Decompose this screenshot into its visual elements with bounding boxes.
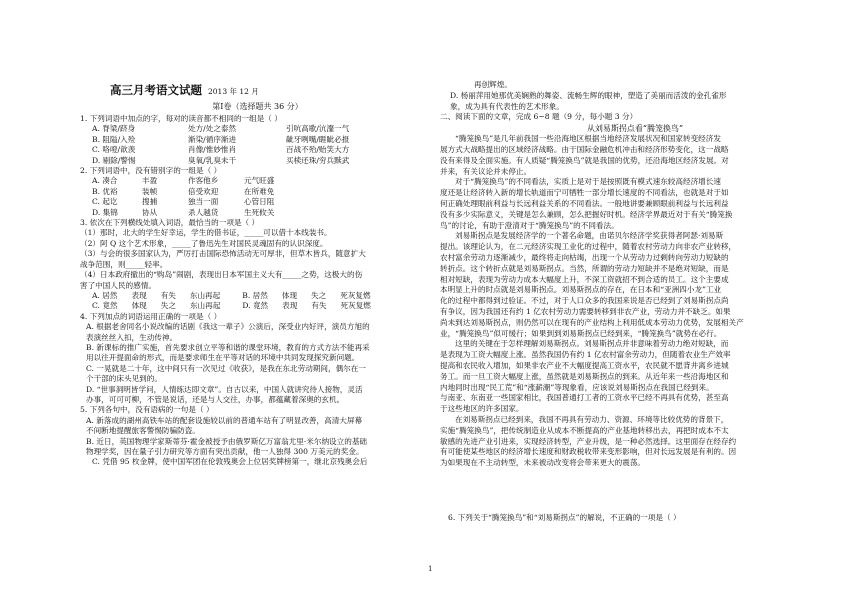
article-line: 尚未到达刘易斯拐点，则仍然可以在现有的产业结构上利用低成本劳动力优势，发展相关产 [440, 317, 744, 327]
q4-line-3: B. 新课标的推广实施，首先要求创立平等和谐的课堂环境，教育的方式方法不能再采 [86, 342, 370, 352]
article-line: 没有来得及全面实施。有人质疑“腾笼换鸟”就是我国的优势，还沿海地区经济发展。对 [440, 155, 729, 165]
q1-option-a [80, 124, 435, 134]
article-line: 是表现为工资大幅度上涨。虽然我国仍有约 1 亿农村富余劳动力，但随着农业生产效率 [440, 350, 731, 360]
right-top-line-2: D. 杨丽萍用她那优美娴熟的舞姿、流畅生辉的眼神，塑造了美丽而活泼的金孔雀形 [450, 90, 727, 100]
q3-line-6: 害了中国人民的感情。 [80, 280, 156, 290]
q3-options-row-2 [80, 301, 435, 311]
article-line: 并来，有关议论并未停止。 [440, 166, 532, 176]
article-line: 没有多少实际意义，关键是怎么兼顾，怎么把握好时机。经济学界最近对于有关“腾笼换 [440, 209, 733, 219]
q1-a-1: A. 脊梁/跻身 [92, 124, 136, 134]
q3-d-1: D. 竟然 [242, 301, 269, 311]
article-line: 内地同时出现“民工荒”和“涨薪潮”等现象看，应该说刘易斯拐点在我国已经到来。 [440, 382, 714, 392]
article-line: 有可能使某些地区的经济增长速度和财政税收带来变形影响，但对长远发展是有利的。因 [440, 447, 737, 457]
article-line: 务工。而一旦工资大幅度上涨，虽然就是刘易斯拐点的到来。从近年来一些沿海地区和 [440, 371, 729, 381]
article-line: 提出。该理论认为，在二元经济实现工业化的过程中，随着农村劳动力向非农产业转移， [440, 242, 737, 252]
q3-a-4: 东山再起 [189, 290, 221, 300]
section2-heading: 二、阅读下面的文章，完成 6~8 题（9 分，每小题 3 分） [440, 112, 638, 122]
right-top-line-1: 再创辉煌。 [474, 80, 512, 89]
q2-b-4: 在所难免 [244, 186, 275, 196]
q6-stem: 6. 下列关于“腾笼换鸟”和“刘易斯拐点”的解说，不正确的一项是（ ） [448, 513, 681, 522]
q5-stem: 5. 下列各句中，没有语病的一句是（ ） [80, 405, 214, 415]
q3-line-1: （1）那时，北大的学生好幸运，学生的借书证，_____可以借十本线装书。 [80, 228, 332, 238]
q5-line-5: C. 凭借 95 枚金牌，使中国军团在伦敦残奥会上位居奖牌榜第一，继北京残奥会后 [92, 457, 368, 467]
article-line: 农村富余劳动力逐渐减少，最终将走向枯竭，出现一个从劳动力过剩转向劳动力短缺的 [440, 252, 729, 262]
q1-stem: 1. 下列词语中加点的字，每对的读音都不相同的一组是（ ） [80, 114, 282, 123]
q2-d-4: 生死攸关 [244, 207, 275, 217]
q3-line-3: （3）与会的很多国家认为，严厉打击国际恐怖活动无可厚非，但草木皆兵，随意扩大 [80, 249, 366, 259]
q4-line-1: A. 根据老舍同名小说改编的话剧《我这一辈子》公演后，深受业内好评，演员方旭的 [86, 322, 370, 332]
article-line: 何正确处理眼前利益与长远利益关系的不同看法。一般地讲要兼顾眼前利益与长远利益 [440, 198, 729, 208]
q2-d-3: 杀人越货 [188, 207, 219, 217]
q4-line-4: 用以往开提面命的形式，而是要求师生在平等对话的环境中共同发现探究新问题。 [86, 353, 360, 363]
left-column [80, 80, 435, 468]
article-line: 敏感的先进产业引进来，实现经济转型，产业升级，是一种必然选择。这里面存在经存约 [440, 436, 737, 446]
exam-title [80, 82, 435, 98]
q1-c-2: 肖像/惟妙惟肖 [188, 145, 237, 155]
article-line: 在刘易斯拐点已经到来，我国不再具有劳动力、资源、环境等比较优势的背景下， [455, 414, 729, 424]
q3-a-1: A. 居然 [92, 290, 118, 300]
page-number: 1 [428, 565, 433, 573]
q2-d-1: D. 集锦 [92, 207, 118, 217]
q3-d-2: 表现 [282, 301, 298, 311]
q1-a-2: 处方/处之泰然 [188, 124, 237, 134]
article-line: 对于“腾笼换鸟”的不同看法，实质上是对于是按照既有模式速东较高经济增长速 [455, 177, 721, 187]
article-line: 这里的关键在于怎样理解刘易斯拐点。刘易斯拐点并非意味着劳动力绝对短缺，而 [455, 339, 729, 349]
article-line: 提高和农民收入增加，如果非农产业不大幅度提高工资水平，农民就不愿背井离乡进城 [440, 360, 729, 370]
q4-line-7: D. “世事洞明皆学问，人情练达即文章”。自古以来，中国人就讲究待人接物，灵活 [86, 384, 363, 394]
q4-line-5: C. 一晃就是二十年，这中间只有一次见过《收获》，是我在东北劳动期间，偶尔在一 [86, 363, 366, 373]
q3-a-2: 表现 [131, 290, 147, 300]
q2-a-3: 作客他乡 [188, 176, 219, 186]
q2-b-1: B. 优裕 [92, 186, 118, 196]
q1-b-3: 龇牙咧嘴/睚眦必报 [286, 134, 350, 144]
q3-c-4: 东山再起 [189, 301, 221, 311]
q2-c-2: 搜捕 [142, 197, 158, 207]
q1-b-1: B. 阻隘/入殓 [92, 134, 136, 144]
article-line: 于这些地区的许多国家。 [440, 404, 524, 414]
q1-a-3: 引吭高歌/沆瀣一气 [286, 124, 350, 134]
exam-date: 2013 年 12 月 [208, 87, 259, 96]
q1-d-3: 买椟还珠/穷兵黩武 [286, 155, 350, 165]
q1-d-2: 臭氧/乳臭未干 [188, 155, 237, 165]
article-line: 实施“腾笼换鸟”，把传统制造业从成本不断提高的产业基地转移出去，再把时成本不太 [440, 425, 729, 435]
q1-c-3: 百战不殆/贻笑大方 [286, 145, 350, 155]
article-line: 转折点。这个转折点就是刘易斯拐点。当然，所谓的劳动力短缺并不是绝对短缺，而是 [440, 263, 729, 273]
article-line: 度还是让经济转入新的增长轨道而宁可牺牲一部分增长速度的不同看法，也就是对于如 [440, 188, 729, 198]
q3-a-3: 有失 [160, 290, 176, 300]
q2-c-4: 心管日阻 [244, 197, 275, 207]
q2-option-c [80, 197, 435, 207]
q1-option-c [80, 145, 435, 155]
q2-c-3: 独当一面 [188, 197, 219, 207]
q3-b-3: 失之 [311, 290, 327, 300]
q3-options-row-1 [80, 291, 435, 301]
q3-b-1: B. 居然 [242, 290, 268, 300]
q2-b-2: 装帧 [142, 186, 158, 196]
q1-option-d [80, 156, 435, 166]
q4-line-8: 办事，可可可柳，不管是说话，还是与人交往，办事，都蕴藏着深奥的玄机。 [86, 394, 345, 404]
q3-b-2: 体现 [281, 290, 298, 300]
q2-b-3: 倍受欢迎 [188, 186, 219, 196]
q5-line-4: 物理学奖，因在量子引力研究等方面有突出贡献，他一人独得 300 万美元的奖金。 [86, 447, 364, 456]
q3-line-5: （4）日本政府撤出的“购岛”闹剧，表现出日本军国主义大有_____之势，这极大的伤 [80, 270, 363, 280]
q2-d-2: 协从 [142, 207, 158, 217]
article-line: 有争议，因为我国还有约 1 亿农村劳动力需要转移到非农产业，劳动力并不缺乏。如果 [440, 306, 731, 316]
q3-d-4: 死灰复燃 [340, 301, 371, 311]
q2-a-4: 元气旺盛 [244, 176, 275, 186]
q1-d-1: D. 剔除/警惕 [92, 155, 136, 165]
article-title: 从刘易斯拐点看“腾笼换鸟” [586, 124, 684, 134]
article-line: 相对短缺，表现为劳动力成本大幅度上升，不深工资就招不到合适的员工。这个主要成 [440, 274, 729, 284]
section1-heading: 第Ⅰ卷（选择题共 36 分） [212, 102, 303, 111]
q4-line-6: 个干部的床头见到的。 [86, 374, 162, 384]
q5-line-1: A. 新落成的湖州高铁车站的配套设施较以前的普通车站有了明显改善，高清大屏幕 [86, 415, 363, 425]
q5-line-2: 不间断地提醒旅客警惕防骗防盗。 [86, 426, 200, 436]
q1-b-2: 渐染/循序渐进 [188, 134, 237, 144]
article-line: 为如果现在不主动转型，未来被动改变将会带来更大的震荡。 [440, 458, 646, 468]
right-top-line-3: 象，成为具有代表性的艺术形象。 [450, 101, 564, 111]
q3-d-3: 有失 [311, 301, 327, 311]
q3-c-2: 体现 [131, 301, 147, 311]
article-line: 鸟”的讨论，有助于澄清对于“腾笼换鸟”的不同看法。 [440, 220, 619, 230]
q2-option-d [80, 208, 435, 218]
q3-c-3: 失之 [160, 301, 176, 311]
q2-option-a [80, 176, 435, 186]
exam-title-text: 高三月考语文试题 [110, 83, 202, 97]
q3-line-2: （2）阿 Q 这个艺术形象，_____了鲁迅先生对国民灵魂固有的认识深度。 [80, 238, 328, 248]
article-line: 与南亚、东南亚一些国家相比，我国普通打工者的工资水平已经不再具有优势，甚至高 [440, 393, 729, 403]
q2-stem: 2. 下列词语中，没有错别字的一组是（ ） [80, 166, 222, 176]
q3-b-4: 死灰复燃 [340, 290, 371, 300]
article-line: 展方式大战略提出的区域经济战略。由于国际金融危机冲击和经济形势变化，这一战略 [440, 144, 729, 154]
article-line: 刘易斯拐点是发展经济学的一个著名命题，由诺贝尔经济学奖获得者阿瑟·刘易斯 [455, 231, 724, 241]
q2-a-1: A. 凑合 [92, 176, 118, 186]
q3-line-4: 战争范围，则_____轻率。 [80, 259, 168, 269]
q5-line-3: B. 近日，英国物理学家斯蒂芬·霍金被授予由俄罗斯亿万富翁尤里·米尔纳设立的基础 [86, 436, 368, 446]
article-line: “腾笼换鸟”是几年前我国一些沿海地区根据当地经济发展状况和国家转变经济发 [455, 134, 721, 144]
article-line: 化的过程中都得到过验证。不过，对于人口众多的我国来说是否已经到了刘易斯拐点尚 [440, 296, 729, 306]
q2-c-1: C. 起讫 [92, 197, 118, 207]
q2-a-2: 丰盈 [142, 176, 158, 186]
q4-line-2: 表演丝丝入扣，生动传神。 [86, 332, 178, 342]
q4-stem: 4. 下列加点的词语运用正确的一项是（ ） [80, 311, 222, 321]
q2-option-b [80, 187, 435, 197]
q1-option-b [80, 135, 435, 145]
article-line: 本明显上升的时点就是刘易斯拐点。刘易斯拐点的存在，在日本和“亚洲四小龙”工业 [440, 285, 722, 295]
article-line: 业，“腾笼换鸟”似可缓行；如果到到刘易斯拐点已经到来，“腾笼换鸟”就势在必行。 [440, 328, 722, 338]
q3-stem: 3. 依次在下列横线处填入词语，最恰当的一项是（ ） [80, 218, 260, 228]
q3-c-1: C. 竟然 [92, 301, 118, 311]
q1-c-1: C. 咯噔/歆羡 [92, 145, 136, 155]
right-column [440, 80, 830, 469]
